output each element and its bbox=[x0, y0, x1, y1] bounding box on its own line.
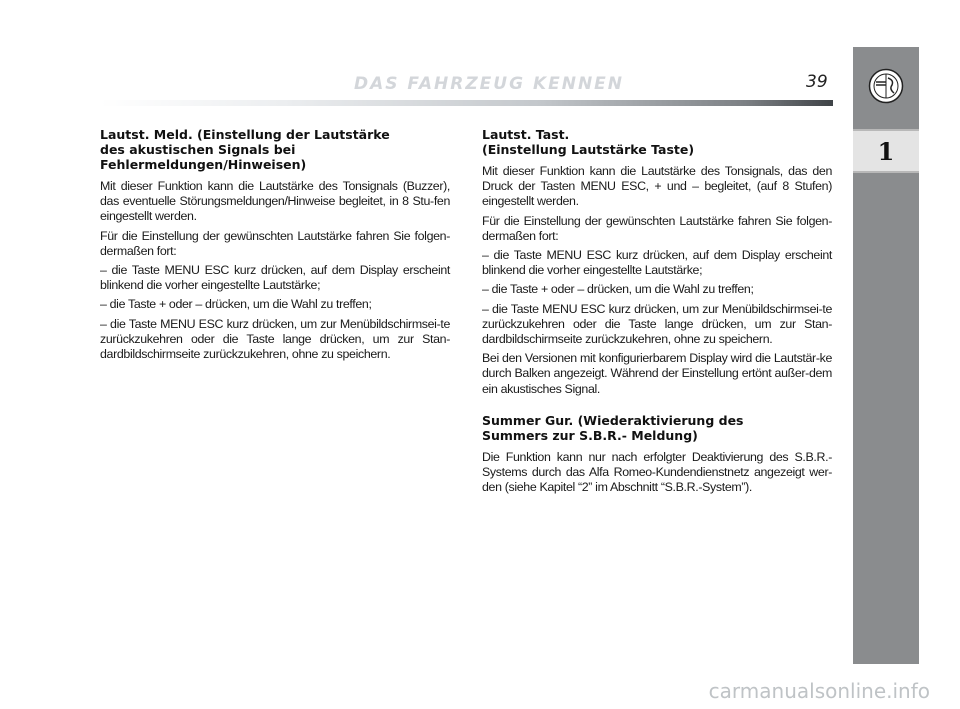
paragraph: – die Taste MENU ESC kurz drücken, um zur Menübildschirmsei-te zurückzukehren oder die Taste lange drücken, um zur Stan-dardbildschirmseite zurückzukehren, ohne zu speichern. bbox=[100, 316, 450, 362]
heading-line: Summer Gur. (Wiederaktivierung des bbox=[482, 412, 744, 428]
paragraph: Die Funktion kann nur nach erfolgter Deaktivierung des S.B.R.-Systems durch das Alfa Romeo-Kundendienstnetz angezeigt wer-den (siehe Kapitel “2” im Abschnitt “S.B.R.-System”). bbox=[482, 449, 832, 495]
paragraph: – die Taste + oder – drücken, um die Wahl zu treffen; bbox=[100, 297, 372, 312]
paragraph: – die Taste MENU ESC kurz drücken, um zur Menübildschirmsei-te zurückzukehren oder die Taste lange drücken, um zur Stan-dardbildschirmseite zurückzukehren, ohne zu speichern. bbox=[482, 301, 832, 347]
section-spacer bbox=[482, 401, 832, 413]
section-heading-summer-gur bbox=[482, 413, 832, 443]
heading-line: Lautst. Meld. (Einstellung der Lautstärke bbox=[100, 127, 390, 142]
heading-line: (Einstellung Lautstärke Taste) bbox=[482, 142, 695, 157]
heading-line: Lautst. Tast. bbox=[482, 127, 570, 142]
heading-line: Fehlermeldungen/Hinweisen) bbox=[100, 157, 307, 172]
heading-line: Summers zur S.B.R.- Meldung) bbox=[482, 427, 698, 443]
paragraph: Für die Einstellung der gewünschten Lautstärke fahren Sie folgen-dermaßen fort: bbox=[482, 213, 832, 243]
watermark: carmanualsonline.info bbox=[708, 679, 930, 703]
right-column bbox=[482, 127, 832, 499]
paragraph: Mit dieser Funktion kann die Lautstärke des Tonsignals, das den Druck der Tasten MENU ESC, + und – begleitet, (auf 8 Stufen) eingestellt werden. bbox=[482, 164, 832, 209]
chapter-number: 1 bbox=[853, 129, 919, 173]
logo-container bbox=[853, 47, 919, 125]
section-heading-lautst-tast bbox=[482, 127, 832, 157]
page-number: 39 bbox=[806, 72, 828, 92]
chapter-side-tab bbox=[853, 47, 919, 664]
section-heading-lautst-meld bbox=[100, 127, 450, 172]
paragraph: Bei den Versionen mit konfigurierbarem Display wird die Lautstär-ke durch Balken angezeigt. Während der Einstellung ertönt außer-dem ein akustisches Signal. bbox=[482, 351, 832, 396]
chapter-title: DAS FAHRZEUG KENNEN bbox=[354, 74, 625, 94]
heading-line: des akustischen Signals bei bbox=[100, 142, 296, 157]
paragraph: – die Taste MENU ESC kurz drücken, auf dem Display erscheint blinkend die vorher eingestellte Lautstärke; bbox=[482, 248, 832, 278]
paragraph: – die Taste MENU ESC kurz drücken, auf dem Display erscheint blinkend die vorher eingestellte Lautstärke; bbox=[100, 263, 450, 293]
paragraph: – die Taste + oder – drücken, um die Wahl zu treffen; bbox=[482, 282, 754, 297]
paragraph: Für die Einstellung der gewünschten Lautstärke fahren Sie folgen-dermaßen fort: bbox=[100, 228, 450, 258]
header-rule bbox=[100, 100, 833, 106]
paragraph: Mit dieser Funktion kann die Lautstärke des Tonsignals (Buzzer), das eventuelle Störungsmeldungen/Hinweise begleitet, in 8 Stu-fen eingestellt werden. bbox=[100, 179, 450, 224]
alfa-romeo-badge-icon bbox=[868, 68, 904, 104]
left-column bbox=[100, 127, 450, 366]
